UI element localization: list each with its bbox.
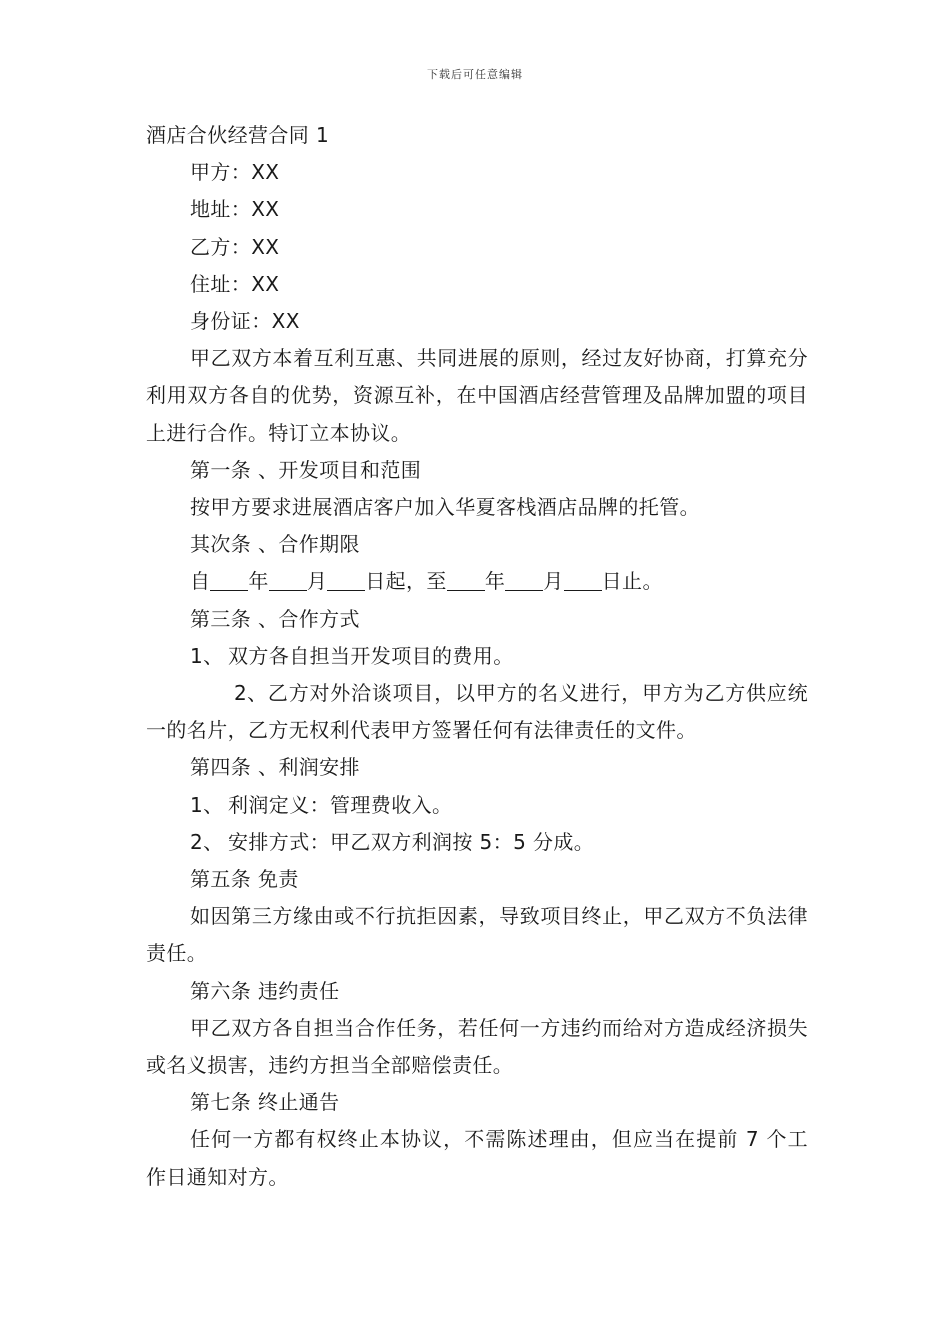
article4-item2 xyxy=(146,824,808,861)
item-number: 1、 xyxy=(190,643,224,668)
article7-body: 任何一方都有权终止本协议，不需陈述理由，但应当在提前 7 个工作日通知对方。 xyxy=(146,1127,808,1189)
residence-line: 住址：XX xyxy=(190,271,280,296)
term-month-end: 月 xyxy=(543,569,564,594)
article4-item1 xyxy=(146,787,808,824)
item-number: 2、 xyxy=(190,829,224,854)
article5-body: 如因第三方缘由或不行抗拒因素，导致项目终止，甲乙双方不负法律责任。 xyxy=(146,904,808,966)
blank-month-end xyxy=(505,570,543,591)
term-from: 自 xyxy=(190,569,211,594)
party-b-line: 乙方：XX xyxy=(190,234,280,259)
blank-year-end xyxy=(447,570,485,591)
term-month-start: 月 xyxy=(306,569,328,594)
blank-day-start xyxy=(327,570,365,591)
party-a-line: 甲方：XX xyxy=(190,160,280,185)
intro-paragraph: 甲乙双方本着互利互惠、共同进展的原则，经过友好协商，打算充分利用双方各自的优势，资源互补，在中国酒店经营管理及品牌加盟的项目上进行合作。特订立本协议。 xyxy=(146,346,808,445)
article5-heading: 第五条 免责 xyxy=(190,867,299,892)
article3-item1 xyxy=(146,638,808,675)
term-day-end: 日止。 xyxy=(601,569,663,594)
article6-body: 甲乙双方各自担当合作任务，若任何一方违约而给对方造成经济损失或名义损害，违约方担当全部赔偿责任。 xyxy=(146,1015,808,1078)
article4-heading: 第四条 、利润安排 xyxy=(190,755,360,780)
item-text: 利润定义：管理费收入。 xyxy=(228,792,453,817)
item-number: 2、 xyxy=(234,681,268,706)
blank-month-start xyxy=(269,570,307,591)
header-note: 下载后可任意编辑 xyxy=(427,68,523,81)
contract-body xyxy=(146,117,808,1196)
contract-title: 酒店合伙经营合同 1 xyxy=(146,123,330,147)
blank-day-end xyxy=(564,570,602,591)
article1-body: 按甲方要求进展酒店客户加入华夏客栈酒店品牌的托管。 xyxy=(190,495,700,520)
term-year-start: 年 xyxy=(248,569,269,594)
article3-heading: 第三条 、合作方式 xyxy=(190,606,360,631)
item-text: 安排方式：甲乙双方利润按 5：5 分成。 xyxy=(228,829,595,854)
term-line xyxy=(146,563,808,600)
article2-heading: 其次条 、合作期限 xyxy=(190,532,360,557)
article1-heading: 第一条 、开发项目和范围 xyxy=(190,457,422,482)
address-line: 地址：XX xyxy=(190,197,280,222)
blank-year-start xyxy=(210,570,248,591)
article7-heading: 第七条 终止通告 xyxy=(190,1090,340,1115)
term-day-start: 日起，至 xyxy=(365,569,447,594)
item-text: 乙方对外洽谈项目，以甲方的名义进行，甲方为乙方供应统一的名片，乙方无权利代表甲方签署任何有法律责任的文件。 xyxy=(146,681,808,743)
item-text: 双方各自担当开发项目的费用。 xyxy=(228,643,514,668)
id-card-line: 身份证：XX xyxy=(190,309,300,334)
term-year-end: 年 xyxy=(484,569,506,594)
article6-heading: 第六条 违约责任 xyxy=(190,978,340,1003)
article3-item2 xyxy=(146,675,808,749)
item-number: 1、 xyxy=(190,792,224,817)
